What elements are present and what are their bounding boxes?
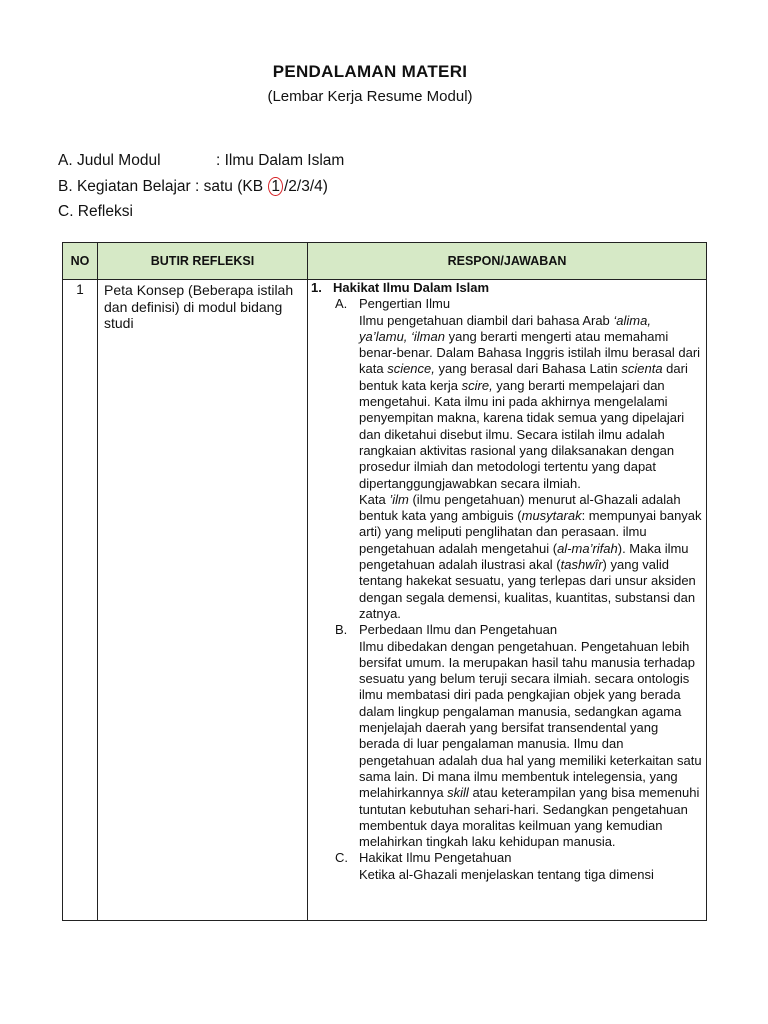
judul-modul-line <box>58 152 344 170</box>
subsection-c-letter: C. <box>335 850 348 866</box>
italic-term: ’ilm <box>389 491 409 507</box>
paragraph-c1: Ketika al-Ghazali menjelaskan tentang tiga dimensi <box>359 866 654 882</box>
table-row <box>63 280 707 921</box>
text-run: atau keterampilan yang bisa memenuhi tuntutan kebutuhan sehari-hari. Sedangkan pengetahuan membentuk daya moralitas keilmuan yang kemudian melahirkan tingkah laku kehidupan manusia. <box>359 785 700 850</box>
text-run: yang berarti mengerti atau memahami benar-benar. Dalam Bahasa Inggris istilah ilmu berasal dari kata <box>359 328 701 377</box>
header-no: NO <box>63 243 98 280</box>
header-butir-refleksi: BUTIR REFLEKSI <box>98 243 308 280</box>
subsection-c-title: Hakikat Ilmu Pengetahuan <box>359 850 512 866</box>
text-run: Ilmu pengetahuan diambil dari bahasa Arab <box>359 312 614 328</box>
circled-kb-number: 1 <box>268 177 283 196</box>
subsection-a-heading <box>311 296 702 312</box>
subsection-c-body <box>311 867 702 883</box>
subsection-a-letter: A. <box>335 296 348 312</box>
kegiatan-belajar-prefix: : satu (KB <box>190 178 268 195</box>
text-run: yang berarti mempelajari dan mengetahui. Kata ilmu ini pada akhirnya mengelalami penyempitan makna, karena tidak semua yang dipelajari dan diketahui disebut ilmu. Secara istilah ilmu adalah rangkaian aktivitas rasional yang dilaksanakan dengan prosedur ilmiah dan metodologi tertentu yang dapat dipertanggungjawabkan secara ilmiah. <box>359 377 685 491</box>
italic-term: scire, <box>461 377 493 393</box>
text-run: ). Maka ilmu pengetahuan adalah ilustrasi akal ( <box>359 540 689 573</box>
text-run: Kata <box>359 491 390 507</box>
refleksi-label: C. Refleksi <box>58 203 133 220</box>
respon-cell <box>308 280 707 921</box>
text-run: (ilmu pengetahuan) menurut al-Ghazali adalah bentuk kata yang ambiguis ( <box>359 491 681 524</box>
judul-modul-value: : Ilmu Dalam Islam <box>216 152 345 169</box>
paragraph-b1 <box>359 639 702 851</box>
section-heading <box>311 280 702 296</box>
section-title: Hakikat Ilmu Dalam Islam <box>333 280 490 295</box>
italic-term: ‘alima, ya’lamu, ‘ilman <box>359 312 651 344</box>
italic-term: science, <box>387 361 435 377</box>
subsection-a-title: Pengertian Ilmu <box>359 296 451 312</box>
page-subtitle: (Lembar Kerja Resume Modul) <box>267 88 473 105</box>
italic-term: musytarak <box>521 508 582 524</box>
text-run: dari bentuk kata kerja <box>359 361 688 393</box>
table-header-row <box>63 243 707 280</box>
text-run: Ilmu dibedakan dengan pengetahuan. Pengetahuan lebih bersifat umum. Ia merupakan hasil tahu manusia terhadap sesuatu yang belum teruji secara ilmiah. secara ontologis ilmu membatasi diri pada pengkajian objek yang berada dalam lingkup pengalaman manusia, sedangkan agama menjelajah daerah yang bersifat transendental yang berada di luar pengalaman manusia. Ilmu dan pengetahuan adalah dua hal yang memiliki keterkaitan satu sama lain. Di mana ilmu membentuk intelegensia, yang melahirkannya <box>359 638 702 801</box>
text-run: ) yang valid tentang hakekat sesuatu, yang terlepas dari unsur aksiden dengan segala demensi, kualitas, kuantitas, substansi dan zatnya. <box>359 557 696 621</box>
judul-modul-label: A. Judul Modul <box>58 152 161 169</box>
italic-term: scienta <box>621 361 663 377</box>
paragraph-a2 <box>359 492 702 622</box>
header-respon-jawaban: RESPON/JAWABAN <box>308 243 707 280</box>
kegiatan-belajar-line <box>58 177 328 196</box>
butir-refleksi-cell: Peta Konsep (Beberapa istilah dan definisi) di modul bidang studi <box>98 280 308 921</box>
paragraph-a1 <box>359 313 702 492</box>
kegiatan-belajar-suffix: /2/3/4) <box>284 178 328 195</box>
italic-term: al-ma’rifah <box>557 540 618 556</box>
section-number: 1. <box>311 280 322 295</box>
subsection-b-title: Perbedaan Ilmu dan Pengetahuan <box>359 622 558 638</box>
subsection-a-body <box>311 313 702 623</box>
subsection-b-heading <box>311 622 702 638</box>
kegiatan-belajar-label: B. Kegiatan Belajar <box>58 178 191 195</box>
subsection-b-body <box>311 639 702 851</box>
row-number: 1 <box>63 280 98 921</box>
italic-term: tashwîr <box>560 557 603 573</box>
refleksi-table <box>62 242 707 921</box>
page-title: PENDALAMAN MATERI <box>272 62 468 81</box>
text-run: : mempunyai banyak arti) yang meliputi penglihatan dan perasaan. ilmu pengetahuan adalah mengetahui ( <box>359 508 702 556</box>
subsection-c-heading <box>311 850 702 866</box>
text-run: yang berasal dari Bahasa Latin <box>434 361 622 377</box>
italic-term: skill <box>447 785 469 801</box>
subsection-b-letter: B. <box>335 622 348 638</box>
